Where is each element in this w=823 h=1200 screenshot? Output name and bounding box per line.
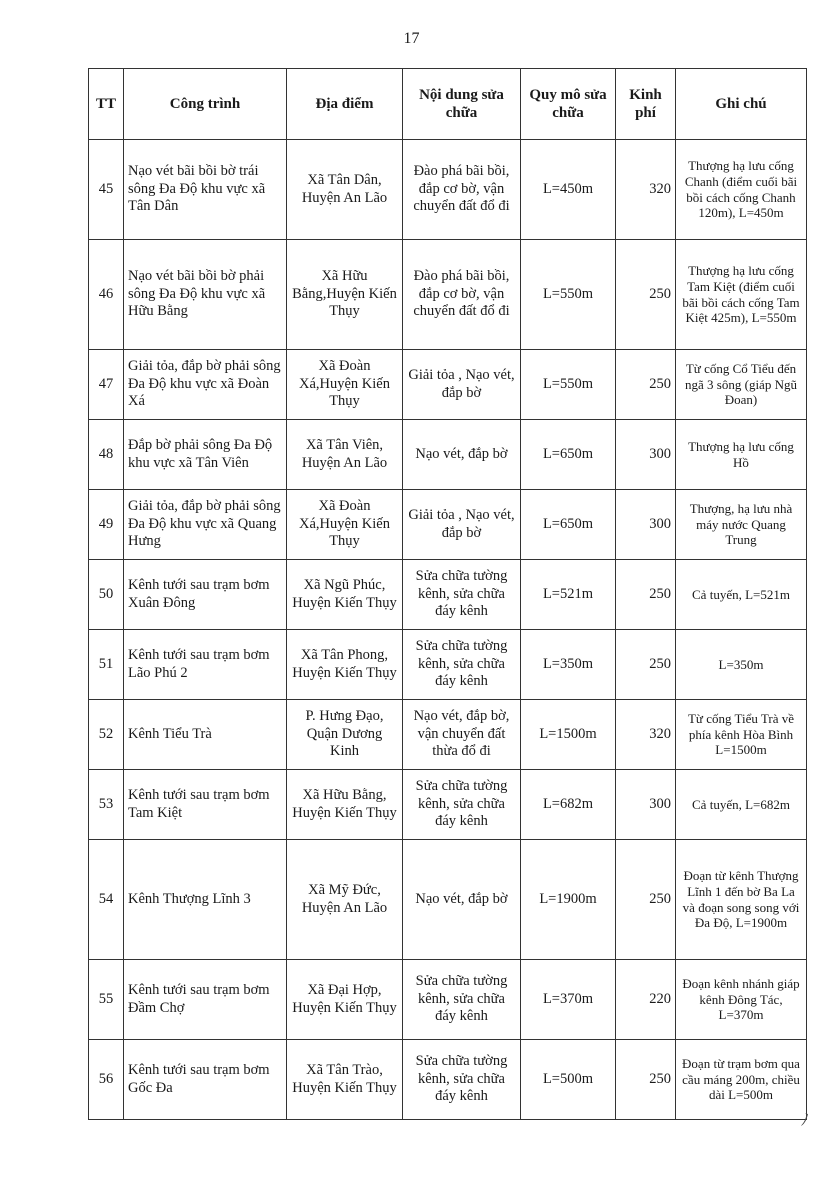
cell-kinh-phi: 250 [616, 350, 676, 420]
cell-cong-trinh: Kênh tưới sau trạm bơm Gốc Đa [124, 1040, 287, 1120]
table-row [89, 420, 807, 490]
cell-quy-mo: L=682m [521, 770, 616, 840]
cell-tt: 49 [89, 490, 124, 560]
cell-dia-diem: P. Hưng Đạo, Quận Dương Kinh [287, 700, 403, 770]
cell-noi-dung: Nạo vét, đắp bờ [403, 840, 521, 960]
cell-quy-mo: L=550m [521, 240, 616, 350]
header-quy-mo: Quy mô sửa chữa [521, 69, 616, 140]
cell-kinh-phi: 320 [616, 700, 676, 770]
cell-noi-dung: Đào phá bãi bồi, đắp cơ bờ, vận chuyển đất đổ đi [403, 240, 521, 350]
table-body [89, 140, 807, 1120]
cell-ghi-chu: Thượng hạ lưu cống Chanh (điểm cuối bãi bồi cách cống Chanh 120m), L=450m [676, 140, 807, 240]
cell-cong-trinh: Nạo vét bãi bồi bờ phải sông Đa Độ khu vực xã Hữu Bằng [124, 240, 287, 350]
cell-tt: 54 [89, 840, 124, 960]
cell-kinh-phi: 250 [616, 1040, 676, 1120]
cell-ghi-chu: Thượng hạ lưu cống Hồ [676, 420, 807, 490]
table-row [89, 1040, 807, 1120]
table-row [89, 240, 807, 350]
cell-tt: 46 [89, 240, 124, 350]
cell-cong-trinh: Kênh Tiểu Trà [124, 700, 287, 770]
header-cong-trinh: Công trình [124, 69, 287, 140]
cell-ghi-chu: Từ cống Cổ Tiểu đến ngã 3 sông (giáp Ngũ Đoan) [676, 350, 807, 420]
cell-quy-mo: L=500m [521, 1040, 616, 1120]
table-row [89, 770, 807, 840]
cell-dia-diem: Xã Đoàn Xá,Huyện Kiến Thụy [287, 490, 403, 560]
cell-dia-diem: Xã Hữu Bằng,Huyện Kiến Thụy [287, 240, 403, 350]
cell-cong-trinh: Kênh tưới sau trạm bơm Tam Kiệt [124, 770, 287, 840]
header-ghi-chu: Ghi chú [676, 69, 807, 140]
table-row [89, 630, 807, 700]
cell-noi-dung: Nạo vét, đắp bờ [403, 420, 521, 490]
cell-cong-trinh: Kênh tưới sau trạm bơm Đầm Chợ [124, 960, 287, 1040]
cell-quy-mo: L=1900m [521, 840, 616, 960]
cell-tt: 48 [89, 420, 124, 490]
cell-kinh-phi: 250 [616, 840, 676, 960]
cell-cong-trinh: Giải tỏa, đắp bờ phải sông Đa Độ khu vực xã Quang Hưng [124, 490, 287, 560]
cell-quy-mo: L=521m [521, 560, 616, 630]
cell-cong-trinh: Nạo vét bãi bồi bờ trái sông Đa Độ khu vực xã Tân Dân [124, 140, 287, 240]
cell-noi-dung: Sửa chữa tường kênh, sửa chữa đáy kênh [403, 560, 521, 630]
cell-ghi-chu: Cả tuyến, L=682m [676, 770, 807, 840]
header-dia-diem: Địa điểm [287, 69, 403, 140]
cell-ghi-chu: Đoạn từ kênh Thượng Lĩnh 1 đến bờ Ba La và đoạn song song với Đa Độ, L=1900m [676, 840, 807, 960]
cell-quy-mo: L=650m [521, 420, 616, 490]
cell-quy-mo: L=450m [521, 140, 616, 240]
cell-quy-mo: L=650m [521, 490, 616, 560]
cell-cong-trinh: Kênh tưới sau trạm bơm Xuân Đông [124, 560, 287, 630]
cell-noi-dung: Giải tỏa , Nạo vét, đắp bờ [403, 350, 521, 420]
cell-ghi-chu: Cả tuyến, L=521m [676, 560, 807, 630]
cell-dia-diem: Xã Hữu Bằng, Huyện Kiến Thụy [287, 770, 403, 840]
table-row [89, 960, 807, 1040]
cell-kinh-phi: 300 [616, 490, 676, 560]
cell-dia-diem: Xã Ngũ Phúc, Huyện Kiến Thụy [287, 560, 403, 630]
cell-dia-diem: Xã Tân Phong, Huyện Kiến Thụy [287, 630, 403, 700]
cell-kinh-phi: 300 [616, 420, 676, 490]
cell-noi-dung: Nạo vét, đắp bờ, vận chuyển đất thừa đổ đi [403, 700, 521, 770]
cell-kinh-phi: 250 [616, 630, 676, 700]
table-row [89, 140, 807, 240]
cell-noi-dung: Sửa chữa tường kênh, sửa chữa đáy kênh [403, 770, 521, 840]
cell-ghi-chu: Thượng, hạ lưu nhà máy nước Quang Trung [676, 490, 807, 560]
cell-dia-diem: Xã Tân Trào, Huyện Kiến Thụy [287, 1040, 403, 1120]
page-number: 17 [403, 30, 420, 47]
repair-works-table [88, 68, 807, 1120]
cell-tt: 47 [89, 350, 124, 420]
cell-kinh-phi: 300 [616, 770, 676, 840]
cell-quy-mo: L=550m [521, 350, 616, 420]
cell-tt: 53 [89, 770, 124, 840]
cell-quy-mo: L=350m [521, 630, 616, 700]
cell-dia-diem: Xã Đoàn Xá,Huyện Kiến Thụy [287, 350, 403, 420]
cell-tt: 45 [89, 140, 124, 240]
cell-noi-dung: Giải tỏa , Nạo vét, đắp bờ [403, 490, 521, 560]
cell-noi-dung: Sửa chữa tường kênh, sửa chữa đáy kênh [403, 960, 521, 1040]
cell-ghi-chu: Đoạn kênh nhánh giáp kênh Đông Tác, L=370m [676, 960, 807, 1040]
cell-cong-trinh: Kênh tưới sau trạm bơm Lão Phú 2 [124, 630, 287, 700]
cell-ghi-chu: Đoạn từ trạm bơm qua cầu máng 200m, chiều dài L=500m [676, 1040, 807, 1120]
cell-tt: 50 [89, 560, 124, 630]
cell-tt: 52 [89, 700, 124, 770]
cell-kinh-phi: 220 [616, 960, 676, 1040]
table-row [89, 700, 807, 770]
cell-dia-diem: Xã Mỹ Đức, Huyện An Lão [287, 840, 403, 960]
cell-kinh-phi: 320 [616, 140, 676, 240]
cell-quy-mo: L=1500m [521, 700, 616, 770]
cell-dia-diem: Xã Đại Hợp, Huyện Kiến Thụy [287, 960, 403, 1040]
cell-ghi-chu: Từ cống Tiểu Trà về phía kênh Hòa Bình L=1500m [676, 700, 807, 770]
cell-tt: 56 [89, 1040, 124, 1120]
cell-ghi-chu: Thượng hạ lưu cống Tam Kiệt (điểm cuối bãi bồi cách cống Tam Kiệt 425m), L=550m [676, 240, 807, 350]
corner-mark: ﾉ [800, 1112, 809, 1129]
table-row [89, 350, 807, 420]
cell-tt: 51 [89, 630, 124, 700]
cell-dia-diem: Xã Tân Dân, Huyện An Lão [287, 140, 403, 240]
table-row [89, 840, 807, 960]
header-tt: TT [89, 69, 124, 140]
cell-cong-trinh: Đắp bờ phải sông Đa Độ khu vực xã Tân Viên [124, 420, 287, 490]
table-row [89, 490, 807, 560]
cell-quy-mo: L=370m [521, 960, 616, 1040]
cell-dia-diem: Xã Tân Viên, Huyện An Lão [287, 420, 403, 490]
header-noi-dung: Nội dung sửa chữa [403, 69, 521, 140]
cell-ghi-chu: L=350m [676, 630, 807, 700]
cell-kinh-phi: 250 [616, 240, 676, 350]
cell-tt: 55 [89, 960, 124, 1040]
table-row [89, 560, 807, 630]
cell-noi-dung: Đào phá bãi bồi, đắp cơ bờ, vận chuyển đất đổ đi [403, 140, 521, 240]
table-header-row [89, 69, 807, 140]
header-kinh-phi: Kinh phí [616, 69, 676, 140]
cell-cong-trinh: Kênh Thượng Lĩnh 3 [124, 840, 287, 960]
cell-cong-trinh: Giải tỏa, đắp bờ phải sông Đa Độ khu vực xã Đoàn Xá [124, 350, 287, 420]
cell-noi-dung: Sửa chữa tường kênh, sửa chữa đáy kênh [403, 630, 521, 700]
cell-noi-dung: Sửa chữa tường kênh, sửa chữa đáy kênh [403, 1040, 521, 1120]
cell-kinh-phi: 250 [616, 560, 676, 630]
